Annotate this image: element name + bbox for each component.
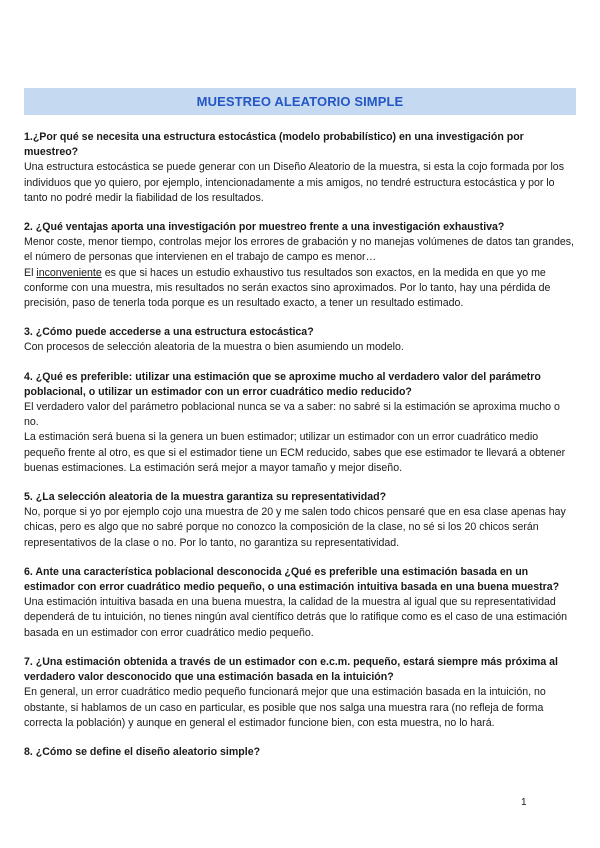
answer-text: El verdadero valor del parámetro poblacional nunca se va a saber: no sabré si la estimación se aproxima mucho o no. bbox=[24, 401, 560, 429]
question-heading: 7. ¿Una estimación obtenida a través de un estimador con e.c.m. pequeño, estará siempre más próxima al verdadero valor desconocido que una estimación basada en la intuición? bbox=[24, 655, 558, 684]
answer-text-prefix: El bbox=[24, 266, 37, 279]
question-block-2 bbox=[24, 220, 576, 311]
document-title: MUESTREO ALEATORIO SIMPLE bbox=[196, 94, 404, 109]
question-block-1 bbox=[24, 130, 576, 206]
questions-list bbox=[24, 130, 576, 774]
answer-text: Una estructura estocástica se puede generar con un Diseño Aleatorio de la muestra, si esta la cojo formada por los individuos que yo quiero, por ejemplo, intencionadamente a mis amigos, no tendré estructura estocástica y por lo tanto no podré medir la fiabilidad de los resultados. bbox=[24, 161, 564, 204]
question-block-3 bbox=[24, 325, 576, 355]
answer-text-rest: es que si haces un estudio exhaustivo tus resultados son exactos, en la medida en que yo me conforme con una muestra, mis resultados no serán exactos sino aproximados. Por lo tanto, hay una pérdida de precisión, paso de tenerla toda porque es un resultado exacto, a tener un resultado estimado. bbox=[24, 266, 551, 310]
question-heading: 6. Ante una característica poblacional desconocida ¿Qué es preferible una estimación basada en un estimador con error cuadrático medio pequeño, o una estimación intuitiva basada en una buena muestra? bbox=[24, 565, 560, 594]
question-heading: 3. ¿Cómo puede accederse a una estructura estocástica? bbox=[24, 326, 314, 339]
answer-text: En general, un error cuadrático medio pequeño funcionará mejor que una estimación basada en la intuición, no obstante, si hablamos de un caso en particular, es posible que nos salga una muestra rara (no refleja de forma correcta la población) y aunque en general el estimador funcione bien, con esta muestra, no lo hará. bbox=[24, 686, 546, 729]
answer-text: No, porque si yo por ejemplo cojo una muestra de 20 y me salen todo chicos pensaré que en esa clase apenas hay chicas, pero es algo que no sabré porque no conozco la composición de la clase, no sé si los 20 chicos serán representativos de la clase o no. Por lo tanto, no garantiza su representatividad. bbox=[24, 506, 566, 549]
question-heading: 1.¿Por qué se necesita una estructura estocástica (modelo probabilístico) en una investigación por muestreo? bbox=[24, 131, 524, 159]
answer-text: Menor coste, menor tiempo, controlas mejor los errores de grabación y no manejas volúmenes de datos tan grandes, el número de personas que intervienen en el trabajo de campo es menor… bbox=[24, 236, 574, 264]
answer-text: Una estimación intuitiva basada en una buena muestra, la calidad de la muestra al igual que su representatividad dependerá de tu intuición, no tienes ningún aval científico detrás que lo ratifique como es el caso de una estimación basada en un estimador con error cuadrático medio pequeño. bbox=[24, 596, 567, 639]
answer-text: Con procesos de selección aleatoria de la muestra o bien asumiendo un modelo. bbox=[24, 341, 404, 354]
question-heading: 8. ¿Cómo se define el diseño aleatorio simple? bbox=[24, 745, 261, 758]
question-block-4 bbox=[24, 370, 576, 476]
question-block-8 bbox=[24, 745, 576, 760]
question-block-6 bbox=[24, 565, 576, 641]
question-heading: 4. ¿Qué es preferible: utilizar una estimación que se aproxime mucho al verdadero valor del parámetro poblacional, o utilizar un estimador con un error cuadrático medio reducido? bbox=[24, 370, 541, 398]
question-heading: 5. ¿La selección aleatoria de la muestra garantiza su representatividad? bbox=[24, 491, 387, 504]
answer-text-continued: La estimación será buena si la genera un buen estimador; utilizar un estimador con un error cuadrático medio pequeño frente al otro, es que si el estimador tiene un ECM reducido, sabes que ese estimador te llevará a obtener buenas estimaciones. La estimación será mejor a mayor tamaño y mejor diseño. bbox=[24, 431, 566, 474]
question-block-7 bbox=[24, 655, 576, 731]
underlined-word: inconveniente bbox=[36, 266, 102, 279]
title-banner bbox=[24, 88, 576, 115]
question-heading: 2. ¿Qué ventajas aporta una investigación por muestreo frente a una investigación exhaustiva? bbox=[24, 221, 505, 234]
answer-text-continued bbox=[24, 266, 576, 312]
question-block-5 bbox=[24, 490, 576, 551]
page-number: 1 bbox=[521, 797, 527, 808]
